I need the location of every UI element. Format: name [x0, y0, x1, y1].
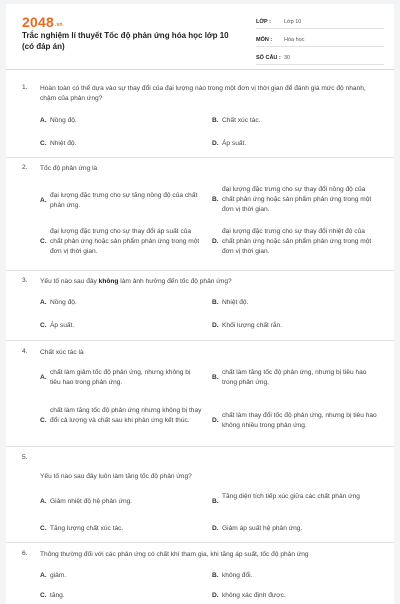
option-letter: B. [212, 299, 219, 306]
option-letter: C. [40, 140, 47, 147]
meta-label: SỐ CÂU : [256, 54, 281, 61]
option-letter: D. [212, 592, 219, 599]
document-title: Trắc nghiệm lí thuyết Tốc độ phản ứng hóa học lớp 10 (có đáp án) [22, 31, 229, 51]
question-text [40, 277, 380, 287]
divider [6, 270, 394, 271]
question-number: 2. [22, 164, 28, 171]
question-number: 1. [22, 84, 28, 91]
option-text: Áp suất. [50, 322, 75, 329]
divider [6, 542, 394, 543]
option-letter: D. [212, 140, 219, 147]
option-letter: D. [212, 238, 219, 245]
option-letter: C. [40, 238, 47, 245]
option-letter: B. [212, 374, 219, 381]
meta-row-count [256, 51, 384, 65]
option-letter: C. [40, 322, 47, 329]
option-letter: C. [40, 592, 47, 599]
meta-row-class [256, 15, 384, 29]
option-text: chất làm thay đổi tốc độ phản ứng, nhưng bị tiêu hao không nhiều trong phản ứng. [222, 412, 377, 429]
question-text: Hoàn toàn có thể dựa vào sự thay đổi của đại lượng nào trong một đơn vị thời gian để đánh giá mức độ nhanh, chậm của phản ứng? [40, 85, 366, 102]
meta-value: 30 [284, 54, 291, 61]
option-letter: A. [40, 498, 47, 505]
option-letter: B. [212, 498, 219, 505]
question-number: 6. [22, 550, 28, 557]
option-letter: A. [40, 299, 47, 306]
option-text: đại lượng đặc trưng cho sự tăng nồng độ của chất phản ứng. [50, 192, 198, 209]
question-text-part: làm ảnh hưởng đến tốc độ phản ứng? [118, 278, 232, 285]
meta-row-subject [256, 33, 384, 47]
logo-text: 2048 [22, 14, 54, 30]
question-emphasis: không [98, 278, 119, 285]
option-letter: B. [212, 117, 219, 124]
option-text: Nhiệt độ. [50, 140, 77, 147]
option-text: tăng. [50, 592, 65, 599]
option-text: Chất xúc tác. [222, 117, 261, 124]
option-text: Giảm áp suất hệ phản ứng. [222, 525, 303, 532]
option-text: chất làm giảm tốc độ phản ứng, nhưng không bị tiêu hao trong phản ứng. [50, 369, 191, 386]
option-text: Nồng độ. [50, 299, 77, 306]
option-text: đại lượng đặc trưng cho sự thay đổi nồng độ của chất phản ứng hoặc sản phẩm phản ứng trong một đơn vị thời gian. [222, 186, 372, 213]
option-text: không xác định được. [222, 592, 286, 599]
option-text: chất làm tăng tốc độ phản ứng, nhưng bị tiêu hao trong phản ứng. [222, 369, 367, 386]
option-text: Nồng độ. [50, 117, 77, 124]
option-text: giảm. [50, 572, 67, 579]
question-number: 4. [22, 348, 28, 355]
option-text: đại lượng đặc trưng cho sự thay đổi nhiệt độ của chất phản ứng hoặc sản phẩm phản ứng trong một đơn vị thời gian. [222, 228, 372, 255]
question-text: Yếu tố nào sau đây luôn làm tăng tốc độ phản ứng? [40, 473, 192, 480]
question-number: 5. [22, 454, 28, 461]
option-text: Nhiệt độ. [222, 299, 249, 306]
site-logo[interactable] [22, 14, 63, 30]
option-text: Tăng diện tích tiếp xúc giữa các chất phản ứng [222, 493, 360, 500]
option-text: không đổi. [222, 572, 253, 579]
option-letter: B. [212, 196, 219, 203]
option-text: Tăng lượng chất xúc tác. [50, 525, 124, 532]
option-letter: C. [40, 525, 47, 532]
divider [6, 446, 394, 447]
document-meta [256, 15, 384, 69]
logo-suffix: .vn [54, 22, 63, 28]
option-text: đại lượng đặc trưng cho sự thay đổi áp suất của chất phản ứng hoặc sản phẩm phản ứng trong một đơn vị thời gian. [50, 228, 200, 255]
question-text: Tốc độ phản ứng là [40, 165, 98, 172]
document-page [6, 4, 394, 604]
question-text: Thông thường đối với các phản ứng có chất khí tham gia, khi tăng áp suất, tốc độ phản ứng [40, 551, 309, 558]
question-text: Chất xúc tác là [40, 349, 84, 356]
option-letter: C. [40, 417, 47, 424]
option-letter: A. [40, 117, 47, 124]
question-number: 3. [22, 277, 28, 284]
option-text: Áp suất. [222, 140, 247, 147]
option-text: Giảm nhiệt độ hệ phản ứng. [50, 498, 133, 505]
divider [6, 157, 394, 158]
option-text: chất làm tăng tốc độ phản ứng nhưng không bị thay đổi cả lượng và chất sau khi phản ứng kết thúc. [50, 407, 202, 424]
option-letter: D. [212, 322, 219, 329]
meta-value: Lớp 10 [284, 18, 302, 25]
option-letter: D. [212, 417, 219, 424]
option-letter: A. [40, 197, 47, 204]
document-header [6, 4, 394, 70]
meta-label: LỚP : [256, 18, 271, 25]
question-text-part: Yếu tố nào sau đây [40, 278, 99, 285]
option-letter: B. [212, 572, 219, 579]
divider [6, 340, 394, 341]
meta-value: Hóa học [284, 36, 305, 43]
option-letter: A. [40, 374, 47, 381]
option-letter: D. [212, 525, 219, 532]
option-letter: A. [40, 572, 47, 579]
meta-label: MÔN : [256, 36, 273, 43]
option-text: Khối lượng chất rắn. [222, 322, 283, 329]
